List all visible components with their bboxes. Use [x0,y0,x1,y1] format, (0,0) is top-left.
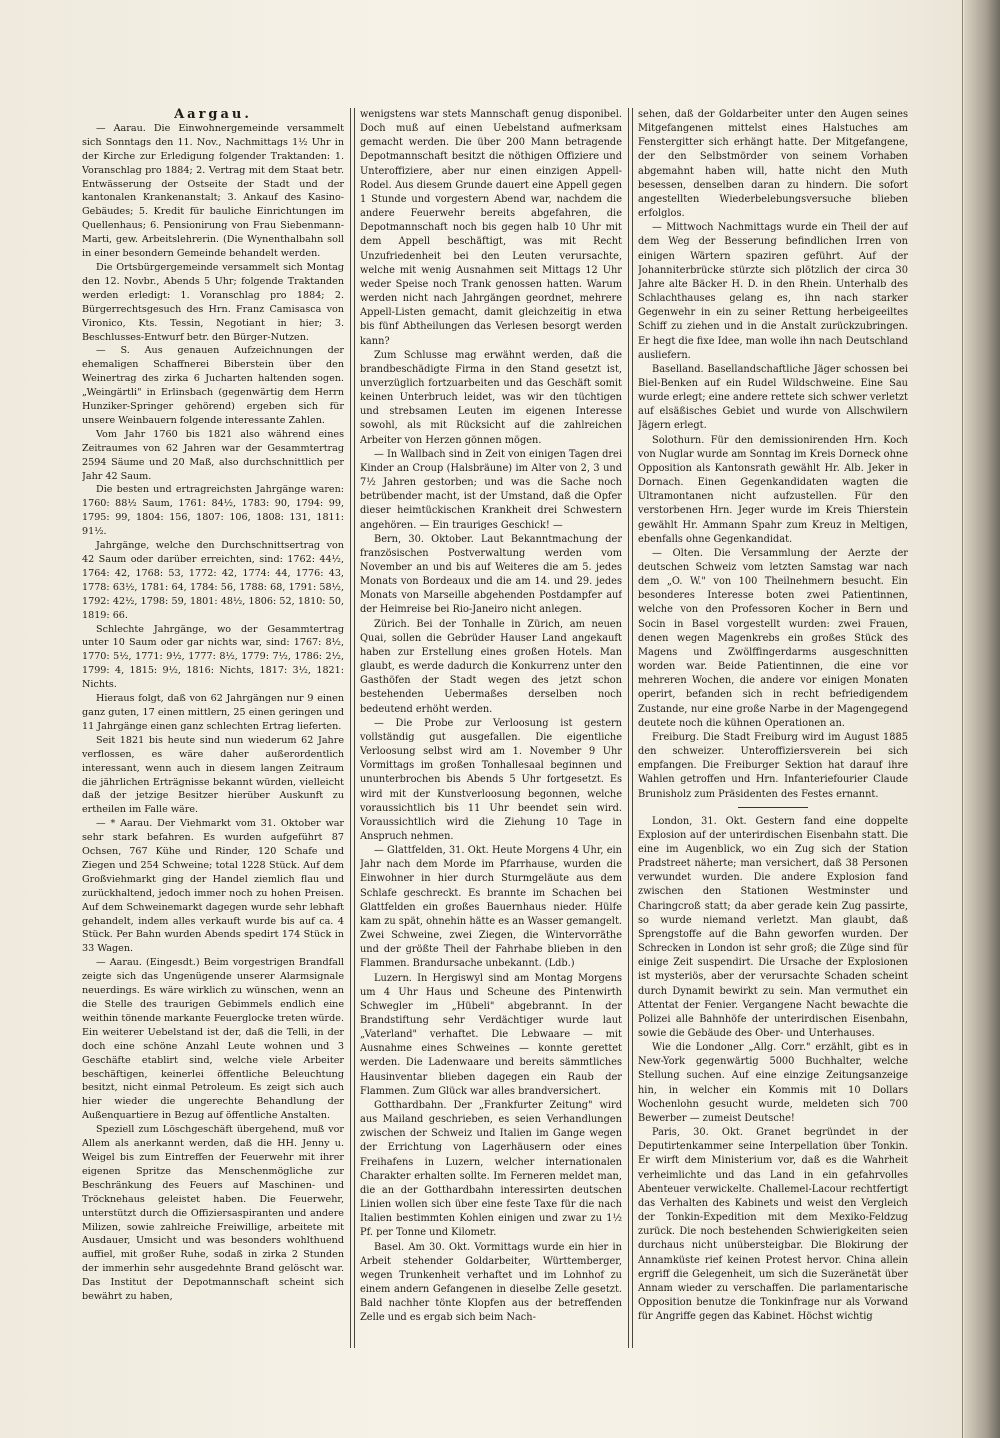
column-3 [638,108,908,1348]
column-2 [360,108,622,1348]
section-separator [738,807,808,808]
article-paragraph: — Olten. Die Versammlung der Aerzte der deutschen Schweiz vom letzten Samstag war nach dem „O. W." von 100 Theilnehmern besucht. Ein besonderes Interesse boten zwei Patientinnen, welche von den Professoren Kocher in Bern und Socin in Basel vorgestellt wurden: zwei Frauen, denen wegen Magenkrebs ein großes Stück des Magens und Zwölffingerdarms ausgeschnitten worden war. Beide Patientinnen, die eine vor mehreren Wochen, die andere vor einigen Monaten operirt, befanden sich in recht befriedigendem Zustande, nur eine große Narbe in der Magengegend deutete noch die kühnen Operationen an. [638,547,908,729]
article-paragraph: Seit 1821 bis heute sind nun wiederum 62 Jahre verflossen, es wäre daher außerordentlich interessant, wenn auch in diesem langen Zeitraum die jährlichen Erträgnisse bekannt würden, vielleicht daß der jetzige Besitzer hierüber Auskunft zu ertheilen im Falle wäre. [82,734,344,816]
article-paragraph: — Mittwoch Nachmittags wurde ein Theil der auf dem Weg der Besserung befindlichen Irren von einigen Wärtern spaziren geführt. Auf der Johanniterbrücke stürzte sich plötzlich der circa 30 Jahre alte Bäcker H. D. in den Rhein. Unterhalb des Schlachthauses gelang es, ihn nach starker Gegenwehr in ein zu seiner Rettung herbeigeeiltes Schiff zu ziehen und in die Anstalt zurückzubringen. Er hegt die fixe Idee, man wolle ihn nach Deutschland ausliefern. [638,222,908,361]
section-heading-aargau: Aargau. [174,108,252,122]
column-rule-1 [350,108,355,1348]
article-paragraph: Jahrgänge, welche den Durchschnittsertrag von 42 Saum oder darüber erreichten, sind: 1762: 44½, 1764: 42, 1768: 53, 1772: 42, 1774: 44, 1776: 43, 1778: 63½, 1781: 64, 1784: 56, 1788: 68, 1791: 58½, 1792: 42½, 1798: 59, 1801: 48½, 1806: 52, 1810: 50, 1819: 66. [82,540,344,621]
article-paragraph: — Die Probe zur Verloosung ist gestern vollständig gut ausgefallen. Die eigentliche Verloosung selbst wird am 1. November 9 Uhr Vormittags im großen Tonhallesaal beginnen und ununterbrochen bis Abends 5 Uhr fortgesetzt. Es wird mit der Kunstverloosung begonnen, welche voraussichtlich bis 11 Uhr beendet sein wird. Voraussichtlich wird die Ziehung 10 Tage in Anspruch nehmen. [360,717,622,842]
article-paragraph: Vom Jahr 1760 bis 1821 also während eines Zeitraumes von 62 Jahren war der Gesammtertrag 2594 Säume und 20 Maß, also durchschnittlich per Jahr 42 Saum. [82,428,344,482]
article-paragraph: — Glattfelden, 31. Okt. Heute Morgens 4 Uhr, ein Jahr nach dem Morde im Pfarrhause, wurden die Einwohner in hier durch Sturmgeläute aus dem Schlafe geschreckt. Es brannte im Schachen bei Glattfelden ein großes Bauernhaus nieder. Hülfe kam zu spät, ohnehin hätte es an Wasser gemangelt. Zwei Schweine, zwei Ziegen, die Wintervorräthe und der größte Theil der Fahrhabe blieben in den Flammen. Brandursache unbekannt. (Ldb.) [360,845,622,970]
article-paragraph: Basel. Am 30. Okt. Vormittags wurde ein hier in Arbeit stehender Goldarbeiter, Württemberger, wegen Trunkenheit verhaftet und im Lohnhof zu einem andern Gefangenen in dieselbe Zelle gesetzt. Bald nachher tönte Klopfen aus der betreffenden Zelle und es ergab sich beim Nach- [360,1241,622,1324]
article-paragraph: — S. Aus genauen Aufzeichnungen der ehemaligen Schaffnerei Biberstein über den Weinertrag des zirka 6 Jucharten haltenden sogen. „Weingärtli" in Erlinsbach (gegenwärtig dem Herrn Hunziker-Springer gehörend) ergeben sich für unsere Weinbauern folgende interessante Zahlen. [82,345,344,426]
page-fold-line [962,0,963,1438]
article-paragraph: Solothurn. Für den demissionirenden Hrn. Koch von Nuglar wurde am Sonntag im Kreis Dorneck ohne Opposition als Kantonsrath gewählt Hr. Alb. Jeker in Dornach. Einen Gegenkandidaten wagten die Ultramontanen nicht aufzustellen. Für den verstorbenen Hrn. Jeger wurde im Kreis Thierstein gewählt Hr. Ammann Spahr zum Kreuz in Meltigen, ebenfalls ohne Gegenkandidat. [638,434,908,545]
article-paragraph: Zum Schlusse mag erwähnt werden, daß die brandbeschädigte Firma in den Stand gesetzt ist, unverzüglich fortzuarbeiten und das Geschäft somit keinen Unterbruch leidet, was wir den tüchtigen und strebsamen Leuten im eigenen Interesse sowohl, als mit Rücksicht auf die zahlreichen Arbeiter von Herzen gönnen mögen. [360,349,622,446]
article-paragraph: London, 31. Okt. Gestern fand eine doppelte Explosion auf der unterirdischen Eisenbahn statt. Die eine im Augenblick, wo ein Zug sich der Station Pradstreet näherte; man versichert, daß 38 Personen verwundet wurden. Die andere Explosion fand zwischen den Stationen Westminster und Charingcroß statt; da aber gerade kein Zug passirte, so wurde niemand verletzt. Man glaubt, daß Sprengstoffe auf die Bahn geworfen wurden. Der Schrecken in London ist sehr groß; die Züge sind für einige Zeit suspendirt. Die Ursache der Explosionen ist mysteriös, aber der verursachte Schaden scheint durch Dynamit bewirkt zu sein. Man vermuthet ein Attentat der Fenier. Vergangene Nacht bewachte die Polizei alle Bahnhöfe der unterirdischen Eisenbahn, sowie die Gebäude des Ober- und Unterhauses. [638,815,908,1039]
article-paragraph: Schlechte Jahrgänge, wo der Gesammtertrag unter 10 Saum oder gar nichts war, sind: 1767: 8½, 1770: 5½, 1771: 9½, 1777: 8½, 1779: 7½, 1786: 2½, 1799: 4, 1815: 9½, 1816: Nichts, 1817: 3½, 1821: Nichts. [82,623,344,691]
page-edge-shadow [964,0,1000,1438]
article-paragraph: wenigstens war stets Mannschaft genug disponibel. Doch muß auf einen Uebelstand aufmerksam gemacht werden. Die über 200 Mann betragende Depotmannschaft besitzt die nöthigen Offiziere und Unteroffiziere, aber nur einen einzigen Appell-Rodel. Aus diesem Grunde dauert eine Appell gegen 1 Stunde und vorgestern Abend war, nachdem die andere Feuerwehr bereits abgefahren, die Depotmannschaft noch bis gegen halb 10 Uhr mit dem Appell beschäftigt, was mit Recht Unzufriedenheit bei den Leuten verursachte, welche mit wenig Ausnahmen seit Mittags 12 Uhr weder Speise noch Trank genossen hatten. Warum werden nicht nach Jahrgängen geordnet, mehrere Appell-Listen gemacht, damit gleichzeitig in etwa bis fünf Abtheilungen das Verlesen besorgt werden kann? [360,109,622,347]
article-paragraph: Baselland. Basellandschaftliche Jäger schossen bei Biel-Benken auf ein Rudel Wildschweine. Eine Sau wurde erlegt; eine andere rettete sich schwer verletzt auf elsäßisches Gebiet und wurde von Allschwilern Jägern erlegt. [638,363,908,432]
article-paragraph: — * Aarau. Der Viehmarkt vom 31. Oktober war sehr stark befahren. Es wurden aufgeführt 87 Ochsen, 767 Kühe und Rinder, 120 Schafe und Ziegen und 254 Schweine; total 1228 Stück. Auf dem Großviehmarkt ging der Handel ziemlich flau und zurückhaltend, jedoch immer noch zu hohen Preisen. Auf dem Schweinemarkt dagegen wurde sehr lebhaft gehandelt, indem alles verkauft wurde bis auf ca. 4 Stück. Per Bahn wurden Abends spedirt 174 Stück in 33 Wagen. [82,818,344,955]
article-paragraph: Paris, 30. Okt. Granet begründet in der Deputirtenkammer seine Interpellation über Tonkin. Er wirft dem Ministerium vor, daß es die Wahrheit verheimlichte und das Land in ein gefahrvolles Abenteuer verwickelte. Challemel-Lacour rechtfertigt das Verhalten des Kabinets und weist den Vergleich der Tonkin-Expedition mit dem Mexiko-Feldzug zurück. Die noch bestehenden Schwierigkeiten seien durchaus nicht unübersteigbar. Die Blokirung der Annamküste rief keinen Protest hervor. China allein ergriff die Gelegenheit, um sich die Suzeränetät über Annam wieder zu verschaffen. Die parlamentarische Opposition benutze die Tonkinfrage nur als Vorwand für Angriffe gegen das Kabinet. Höchst wichtig [638,1127,908,1323]
article-paragraph: Hieraus folgt, daß von 62 Jahrgängen nur 9 einen ganz guten, 17 einen mittlern, 25 einen geringen und 11 Jahrgänge einen ganz schlechten Ertrag lieferten. [82,693,344,732]
article-paragraph: Bern, 30. Oktober. Laut Bekanntmachung der französischen Postverwaltung werden vom November an und bis auf Weiteres die am 5. jedes Monats von Bordeaux und die am 14. und 29. jedes Monats von Marseille abgehenden Postdampfer auf der Heimreise bei Rio-Janeiro nicht anlegen. [360,533,622,616]
column-rule-2 [628,108,633,1348]
article-paragraph: Gotthardbahn. Der „Frankfurter Zeitung" wird aus Mailand geschrieben, es seien Verhandlungen zwischen der Schweiz und Italien im Gange wegen der Errichtung von Lagerhäusern oder eines Freihafens in Luzern, welcher internationalen Charakter erhalten sollte. Im Ferneren meldet man, die an der Gotthardbahn interessirten deutschen Linien wollen sich über eine feste Taxe für die nach Italien bestimmten Kohlen einigen und zwar zu 1½ Pf. per Tonne und Kilometr. [360,1099,622,1239]
article-paragraph: Die Ortsbürgergemeinde versammelt sich Montag den 12. Novbr., Abends 5 Uhr; folgende Traktanden werden erledigt: 1. Voranschlag pro 1884; 2. Bürgerrechtsgesuch des Hrn. Franz Camisasca von Vironico, Kts. Tessin, Negotiant in hier; 3. Beschlusses-Entwurf betr. den Bürger-Nutzen. [82,261,344,343]
article-paragraph: Freiburg. Die Stadt Freiburg wird im August 1885 den schweizer. Unteroffiziersverein bei sich empfangen. Die Freiburger Sektion hat darauf ihre Wahlen getroffen und Hrn. Infanteriefourier Claude Brunisholz zum Präsidenten des Festes ernannt. [638,731,908,800]
article-paragraph: — Aarau. Die Einwohnergemeinde versammelt sich Sonntags den 11. Nov., Nachmittags 1½ Uhr in der Kirche zur Erledigung folgender Traktanden: 1. Voranschlag pro 1884; 2. Vertrag mit dem Staat betr. Entwässerung der Ostseite der Stadt und der kantonalen Krankenanstalt; 3. Ankauf des Kasino-Gebäudes; 5. Kredit für bauliche Einrichtungen im Quellenhaus; 6. Pensionirung von Frau Siebenmann-Marti, gew. Arbeitslehrerin. (Die Wynenthalbahn soll in einer besondern Gemeinde behandelt werden. [82,122,344,260]
article-paragraph: Speziell zum Löschgeschäft übergehend, muß vor Allem als anerkannt werden, daß die HH. Jenny u. Weigel bis zum Eintreffen der Feuerwehr mit ihrer eigenen Spritze das Menschenmögliche zur Beschränkung des Feuers auf Maschinen- und Tröcknehaus geleistet haben. Die Feuerwehr, unterstützt durch die Offiziersaspiranten und andere Milizen, sowie zahlreiche Freiwillige, arbeitete mit Ausdauer, Umsicht und was besonders wohlthuend auffiel, mit großer Ruhe, sodaß in zirka 2 Stunden der immerhin sehr ausgedehnte Brand gelöscht war. Das Institut der Depotmannschaft scheint sich bewährt zu haben, [82,1124,344,1303]
article-paragraph: Wie die Londoner „Allg. Corr." erzählt, gibt es in New-York gegenwärtig 5000 Buchhalter, welche Stellung suchen. Auf eine einzige Zeitungsanzeige hin, in welcher ein Kommis mit 10 Dollars Wochenlohn gesucht wurde, meldeten sich 700 Bewerber — zumeist Deutsche! [638,1042,908,1124]
article-paragraph: — Aarau. (Eingesdt.) Beim vorgestrigen Brandfall zeigte sich das Ungenügende unserer Alarmsignale neuerdings. Es wäre wirklich zu wünschen, wenn an die Stelle des traurigen Gebimmels endlich eine weithin tönende markante Feuerglocke treten würde. Ein weiterer Uebelstand ist der, daß die Telli, in der doch eine schöne Anzahl Leute wohnen und 3 Geschäfte etablirt sind, welche viele Arbeiter beschäftigen, keinerlei öffentliche Beleuchtung besitzt, nicht einmal Petroleum. Es zeigt sich auch hier wieder die ungerechte Behandlung der Außenquartiere in Bezug auf öffentliche Anstalten. [82,957,344,1122]
column-1 [82,108,344,1348]
article-paragraph: Die besten und ertragreichsten Jahrgänge waren: 1760: 88½ Saum, 1761: 84½, 1783: 90, 1794: 99, 1795: 99, 1804: 156, 1807: 106, 1808: 131, 1811: 91½. [82,484,344,538]
article-paragraph: sehen, daß der Goldarbeiter unter den Augen seines Mitgefangenen mittelst eines Halstuches am Fenstergitter sich erhängt hatte. Der Mitgefangene, der den Selbstmörder von seinem Vorhaben abgemahnt haben will, hatte nicht den Muth besessen, denselben daran zu hindern. Die sofort angestellten Wiederbelebungsversuche blieben erfolglos. [638,109,908,220]
article-paragraph: — In Wallbach sind in Zeit von einigen Tagen drei Kinder an Croup (Halsbräune) im Alter von 2, 3 und 7½ Jahren gestorben; und was die Sache noch betrübender macht, ist der Umstand, daß die Opfer dieser heimtückischen Krankheit drei Schwestern angehören. — Ein trauriges Geschick! — [360,448,622,531]
article-paragraph: Luzern. In Hergiswyl sind am Montag Morgens um 4 Uhr Haus und Scheune des Pintenwirth Schwegler im „Hübeli" abgebrannt. In der Brandstiftung sehr Verdächtiger wurde laut „Vaterland" verhaftet. Die Lebwaare — mit Ausnahme eines Schweines — konnte gerettet werden. Die Ladenwaare und bereits sämmtliches Hausinventar blieben dagegen ein Raub der Flammen. Zum Glück war alles brandversichert. [360,972,622,1097]
article-paragraph: Zürich. Bei der Tonhalle in Zürich, am neuen Quai, sollen die Gebrüder Hauser Land angekauft haben zur Erstellung eines großen Hotels. Man glaubt, es werde dadurch die Konkurrenz unter den Gasthöfen der Stadt wegen des jetzt schon bestehenden Uebermaßes derselben noch bedeutend erhöht werden. [360,618,622,715]
